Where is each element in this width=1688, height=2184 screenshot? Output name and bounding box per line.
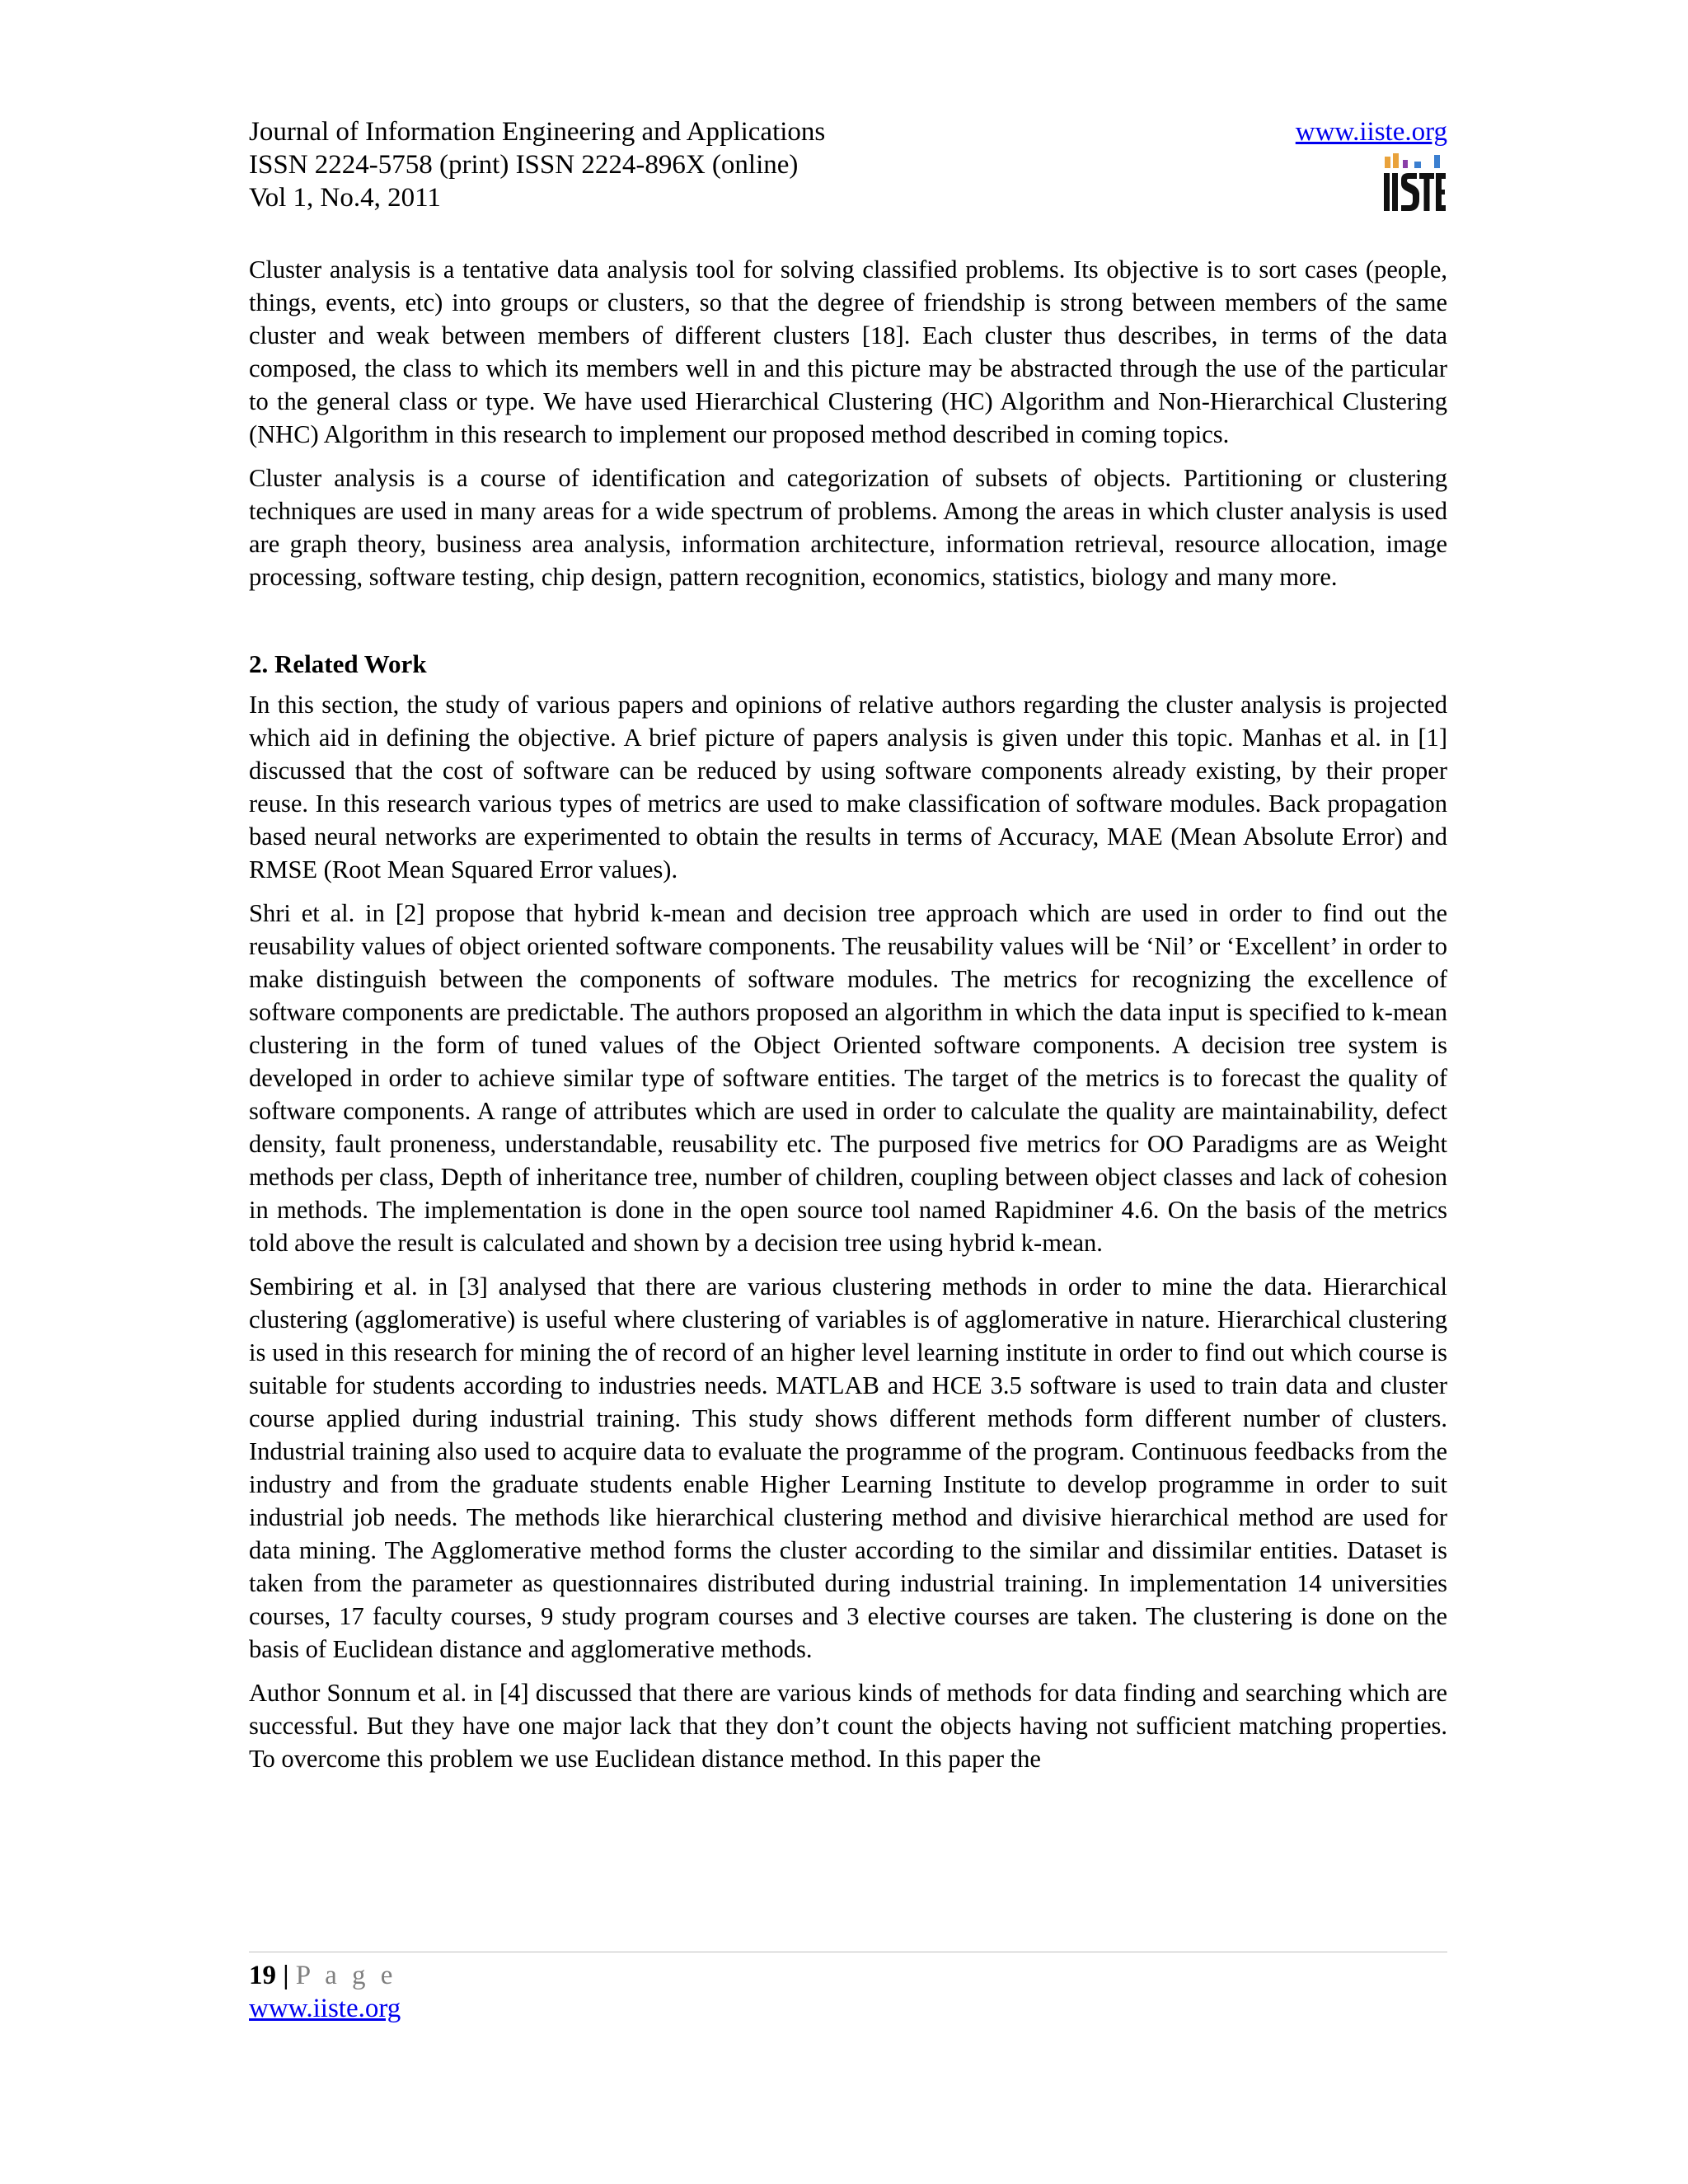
journal-header [249, 115, 1447, 218]
article-body [249, 253, 1447, 1775]
document-page [249, 115, 1447, 1786]
journal-issn: ISSN 2224-5758 (print) ISSN 2224-896X (online) [249, 150, 799, 180]
page-label: P a g e [295, 1961, 397, 1990]
footer-website-link[interactable]: www.iiste.org [249, 1994, 401, 2023]
paragraph: Cluster analysis is a tentative data analysis tool for solving classified problems. Its objective is to sort cases (people, things, events, etc) into groups or clusters, so that the degree of friendship is strong between members of the same cluster and weak between members of different clusters [18]. Each cluster thus describes, in terms of the data composed, the class to which its members well in and this picture may be abstracted through the use of the particular to the general class or type. We have used Hierarchical Clustering (HC) Algorithm and Non-Hierarchical Clustering (NHC) Algorithm in this research to implement our proposed method described in coming topics. [249, 255, 1447, 448]
header-website-link[interactable]: www.iiste.org [1295, 117, 1447, 147]
journal-title: Journal of Information Engineering and Applications [249, 117, 826, 147]
paragraph: Author Sonnum et al. in [4] discussed that there are various kinds of methods for data finding and searching which are successful. But they have one major lack that they don’t count the objects having not sufficient matching properties. To overcome this problem we use Euclidean distance method. In this paper the [249, 1679, 1447, 1773]
paragraph: Sembiring et al. in [3] analysed that there are various clustering methods in order to mine the data. Hierarchical clustering (agglomerative) is useful where clustering of variables is of agglomerative in nature. Hierarchical clustering is used in this research for mining the of record of an higher level learning institute in order to find out which course is suitable for students according to industries needs. MATLAB and HCE 3.5 software is used to train data and cluster course applied during industrial training. This study shows different methods form different number of clusters. Industrial training also used to acquire data to evaluate the programme of the program. Continuous feedbacks from the industry and from the graduate students enable Higher Learning Institute to develop programme in order to suit industrial job needs. The methods like hierarchical clustering method and divisive hierarchical method are used for data mining. The Agglomerative method forms the cluster according to the similar and dissimilar entities. Dataset is taken from the parameter as questionnaires distributed during industrial training. In implementation 14 universities courses, 17 faculty courses, 9 study program courses and 3 elective courses are taken. The clustering is done on the basis of Euclidean distance and agglomerative methods. [249, 1272, 1447, 1663]
paragraph: Shri et al. in [2] propose that hybrid k-mean and decision tree approach which are used in order to find out the reusability values of object oriented software components. The reusability values will be ‘Nil’ or ‘Excellent’ in order to make distinguish between the components of software modules. The metrics for recognizing the excellence of software components are predictable. The authors proposed an algorithm in which the data input is specified to k-mean clustering in the form of tuned values of the Object Oriented software components. A decision tree system is developed in order to achieve similar type of software entities. The target of the metrics is to forecast the quality of software components. A range of attributes which are used in order to calculate the quality are maintainability, defect density, fault proneness, understandable, reusability etc. The purposed five metrics for OO Paradigms are as Weight methods per class, Depth of inheritance tree, number of children, coupling between object classes and lack of cohesion in methods. The implementation is done in the open source tool named Rapidminer 4.6. On the basis of the metrics told above the result is calculated and shown by a decision tree using hybrid k-mean. [249, 899, 1447, 1257]
paragraph: In this section, the study of various papers and opinions of relative authors regarding the cluster analysis is projected which aid in defining the objective. A brief picture of papers analysis is given under this topic. Manhas et al. in [1] discussed that the cost of software can be reduced by using software components already existing, by their proper reuse. In this research various types of metrics are used to make classification of software modules. Back propagation based neural networks are experimented to obtain the results in terms of Accuracy, MAE (Mean Absolute Error) and RMSE (Root Mean Squared Error values). [249, 691, 1447, 883]
page-footer [249, 1952, 1447, 2025]
page-separator: | [283, 1961, 289, 1990]
section-heading-related-work: 2. Related Work [249, 649, 427, 678]
page-number: 19 [249, 1961, 276, 1990]
paragraph: Cluster analysis is a course of identification and categorization of subsets of objects. Partitioning or clustering techniques are used in many areas for a wide spectrum of problems. Among the areas in which cluster analysis is used are graph theory, business area analysis, information architecture, information retrieval, resource allocation, image processing, software testing, chip design, pattern recognition, economics, statistics, biology and many more. [249, 464, 1447, 591]
page-number-line [249, 1959, 1447, 1992]
iiste-logo-icon [1381, 152, 1447, 218]
journal-volume: Vol 1, No.4, 2011 [249, 183, 441, 213]
